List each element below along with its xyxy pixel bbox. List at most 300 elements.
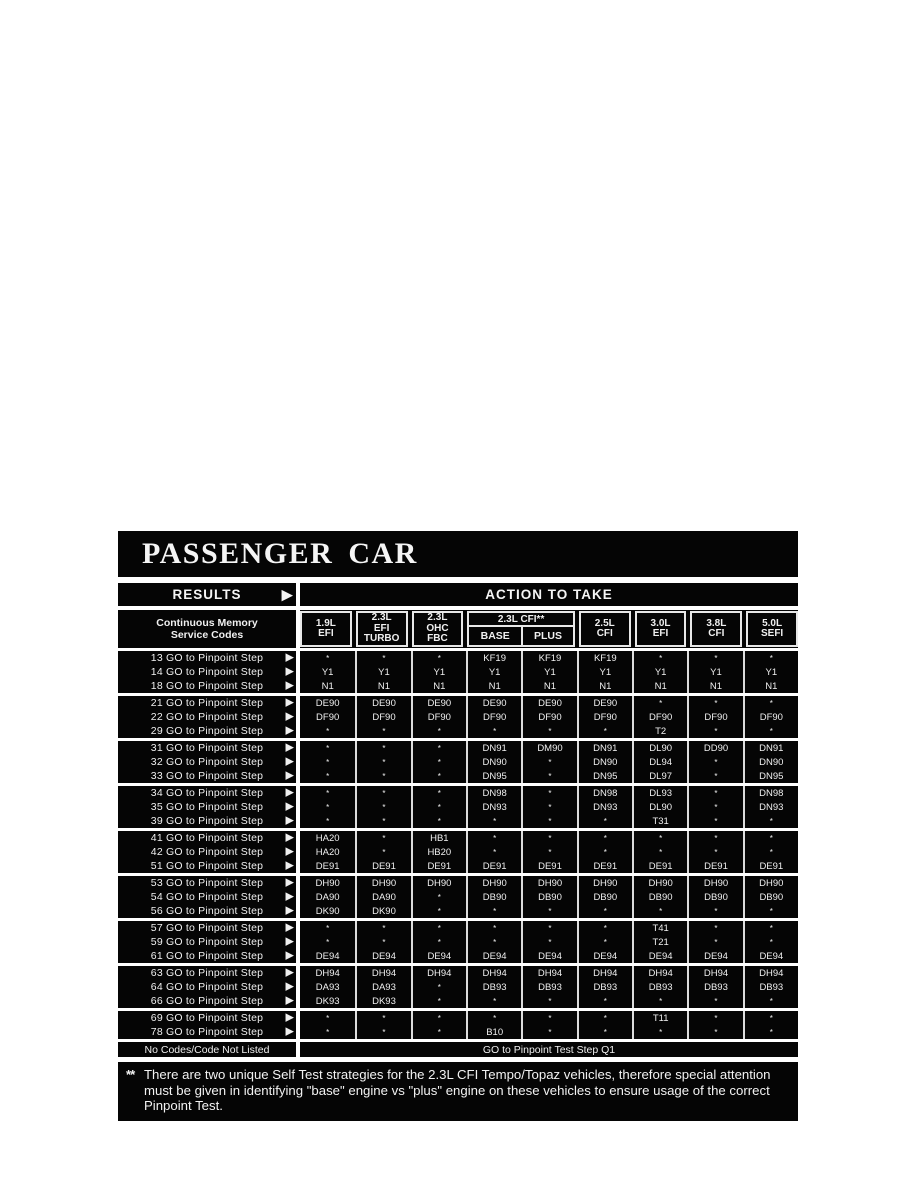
arrow-right-icon: ▶ — [285, 665, 294, 678]
action-cell: DH94 — [743, 966, 798, 980]
action-cell: DH94 — [521, 966, 576, 980]
row-label-text: 33 GO to Pinpoint Step — [150, 770, 264, 782]
arrow-right-icon: ▶ — [285, 1011, 294, 1024]
arrow-right-icon: ▶ — [285, 876, 294, 889]
action-cell: DD90 — [687, 741, 742, 755]
action-cell: * — [687, 755, 742, 769]
arrow-right-icon: ▶ — [285, 921, 294, 934]
row-label-text: 14 GO to Pinpoint Step — [150, 666, 264, 678]
action-cell: * — [355, 769, 410, 783]
table-row — [118, 890, 798, 904]
action-cell: DB93 — [632, 980, 687, 994]
action-cell: DH94 — [411, 966, 466, 980]
action-cell: * — [632, 1025, 687, 1039]
action-cell: DA90 — [355, 890, 410, 904]
action-cell: DH94 — [687, 966, 742, 980]
action-cell: DM90 — [521, 741, 576, 755]
action-cell: * — [300, 724, 355, 738]
row-label-text: 18 GO to Pinpoint Step — [150, 680, 264, 692]
table-row — [118, 935, 798, 949]
action-cell: * — [743, 1011, 798, 1025]
column-header-cfi-plus: PLUS — [521, 627, 573, 645]
action-cell: * — [355, 935, 410, 949]
action-cell: DE94 — [521, 949, 576, 963]
action-cell: B10 — [466, 1025, 521, 1039]
action-cell: * — [687, 724, 742, 738]
row-label — [118, 921, 296, 935]
table-row — [118, 994, 798, 1008]
table-row — [118, 859, 798, 873]
row-label — [118, 1025, 296, 1039]
action-cell: * — [466, 921, 521, 935]
action-cell: DH94 — [300, 966, 355, 980]
action-cell: * — [577, 831, 632, 845]
action-cell: * — [687, 800, 742, 814]
action-cell: DL93 — [632, 786, 687, 800]
row-label-text: 51 GO to Pinpoint Step — [150, 860, 264, 872]
row-label-text: 69 GO to Pinpoint Step — [150, 1012, 264, 1024]
row-label — [118, 769, 296, 783]
action-cell: DE90 — [521, 696, 576, 710]
action-cell: DE90 — [411, 696, 466, 710]
column-header-row — [118, 610, 798, 648]
action-cell: DB93 — [466, 980, 521, 994]
action-cell: DN95 — [743, 769, 798, 783]
action-cell: DB90 — [687, 890, 742, 904]
action-cell: Y1 — [687, 665, 742, 679]
arrow-right-icon: ▶ — [285, 1025, 294, 1038]
action-cell: DH90 — [743, 876, 798, 890]
action-cell: * — [466, 994, 521, 1008]
action-cell: DE94 — [632, 949, 687, 963]
action-cell: * — [687, 814, 742, 828]
title-bar — [118, 531, 798, 577]
action-cell: DF90 — [577, 710, 632, 724]
row-label — [118, 859, 296, 873]
action-cell: * — [521, 755, 576, 769]
row-label-text: 54 GO to Pinpoint Step — [150, 891, 264, 903]
column-header-23l-ohc-fbc: 2.3L OHC FBC — [412, 611, 464, 647]
arrow-right-icon: ▶ — [285, 679, 294, 692]
table-row — [118, 696, 798, 710]
action-cell: DK90 — [300, 904, 355, 918]
row-label-text: 35 GO to Pinpoint Step — [150, 801, 264, 813]
row-label-text: 61 GO to Pinpoint Step — [150, 950, 264, 962]
codes-header-line1: Continuous Memory — [156, 617, 258, 629]
row-label-text: 63 GO to Pinpoint Step — [150, 967, 264, 979]
action-cell: DE91 — [521, 859, 576, 873]
table-row — [118, 921, 798, 935]
action-cell: * — [355, 1025, 410, 1039]
action-cell: DN98 — [743, 786, 798, 800]
action-cell: N1 — [577, 679, 632, 693]
row-label-text: 22 GO to Pinpoint Step — [150, 711, 264, 723]
action-cell: DE94 — [687, 949, 742, 963]
action-cell: * — [355, 786, 410, 800]
action-cell: * — [466, 1011, 521, 1025]
action-cell: * — [632, 831, 687, 845]
row-label — [118, 696, 296, 710]
action-cell: * — [687, 1025, 742, 1039]
action-cell: DH90 — [521, 876, 576, 890]
row-label — [118, 800, 296, 814]
action-cell: * — [577, 845, 632, 859]
row-label-text: 41 GO to Pinpoint Step — [150, 832, 264, 844]
action-cell: * — [300, 814, 355, 828]
action-cell: * — [466, 831, 521, 845]
action-cell: * — [521, 921, 576, 935]
action-cell: HA20 — [300, 831, 355, 845]
table-row — [118, 814, 798, 828]
column-header-30l-efi: 3.0L EFI — [635, 611, 687, 647]
column-header-50l-sefi: 5.0L SEFI — [746, 611, 798, 647]
action-cell: DE90 — [300, 696, 355, 710]
action-cell: * — [466, 814, 521, 828]
action-cell: DE91 — [577, 859, 632, 873]
action-cell: * — [411, 724, 466, 738]
action-cell: DF90 — [355, 710, 410, 724]
action-cell: * — [521, 786, 576, 800]
action-cell: Y1 — [632, 665, 687, 679]
table-row — [118, 1025, 798, 1039]
action-cell: * — [521, 1025, 576, 1039]
action-cell: DL90 — [632, 800, 687, 814]
action-cell: DF90 — [521, 710, 576, 724]
action-cell: DH90 — [411, 876, 466, 890]
action-cell: DE91 — [687, 859, 742, 873]
action-cell: DE94 — [355, 949, 410, 963]
action-cell: KF19 — [577, 651, 632, 665]
action-cell: DH90 — [577, 876, 632, 890]
action-cell: DN91 — [743, 741, 798, 755]
diagnostic-code-table — [118, 531, 798, 1121]
arrow-right-icon: ▶ — [285, 724, 294, 737]
action-cell: * — [521, 845, 576, 859]
column-header-19l-efi: 1.9L EFI — [300, 611, 352, 647]
action-cell: T11 — [632, 1011, 687, 1025]
action-cell: N1 — [466, 679, 521, 693]
action-cell: DN98 — [577, 786, 632, 800]
action-cell: * — [687, 831, 742, 845]
action-cell: * — [355, 845, 410, 859]
results-action-header-row — [118, 583, 798, 606]
action-cell: * — [355, 831, 410, 845]
table-row — [118, 949, 798, 963]
table-row — [118, 741, 798, 755]
arrow-right-icon: ▶ — [285, 651, 294, 664]
action-cell: DN98 — [466, 786, 521, 800]
action-cell: * — [577, 1011, 632, 1025]
action-cell: DB93 — [743, 980, 798, 994]
table-row — [118, 665, 798, 679]
row-label-text: 21 GO to Pinpoint Step — [150, 697, 264, 709]
footnote-text: There are two unique Self Test strategies for the 2.3L CFI Tempo/Topaz vehicles, therefore special attention must be given in identifying "base" engine vs "plus" engine on these vehicles to ensure usage of the correct Pinpoint Test. — [144, 1067, 771, 1113]
action-cell: DK93 — [355, 994, 410, 1008]
arrow-right-icon: ▶ — [285, 859, 294, 872]
action-cell: DN93 — [466, 800, 521, 814]
action-cell: DL97 — [632, 769, 687, 783]
table-row — [118, 845, 798, 859]
action-cell: Y1 — [466, 665, 521, 679]
action-cell: HB1 — [411, 831, 466, 845]
row-label — [118, 651, 296, 665]
action-cell: * — [411, 980, 466, 994]
action-cell: * — [687, 935, 742, 949]
action-cell: Y1 — [743, 665, 798, 679]
action-cell: DE91 — [466, 859, 521, 873]
row-label — [118, 904, 296, 918]
action-cell: * — [300, 769, 355, 783]
arrow-right-icon: ▶ — [285, 949, 294, 962]
action-cell: DA93 — [300, 980, 355, 994]
action-cell: DL94 — [632, 755, 687, 769]
action-cell: DE91 — [411, 859, 466, 873]
row-label — [118, 980, 296, 994]
arrow-right-icon: ▶ — [285, 904, 294, 917]
column-header-cfi-base: BASE — [480, 630, 510, 642]
page-title: PASSENGER CAR — [142, 537, 418, 570]
action-cell: DH94 — [577, 966, 632, 980]
results-header — [118, 583, 296, 606]
row-group — [118, 1011, 798, 1039]
action-cell: * — [577, 904, 632, 918]
action-cell: T41 — [632, 921, 687, 935]
action-cell: * — [300, 800, 355, 814]
arrow-right-icon: ▶ — [285, 814, 294, 827]
row-group — [118, 876, 798, 918]
action-cell: * — [577, 814, 632, 828]
action-cell: DN95 — [577, 769, 632, 783]
action-cell: * — [743, 904, 798, 918]
table-row — [118, 755, 798, 769]
cfi-subcolumns — [469, 627, 573, 645]
table-row — [118, 769, 798, 783]
arrow-right-icon: ▶ — [285, 890, 294, 903]
action-cell: * — [577, 724, 632, 738]
no-codes-row — [118, 1042, 798, 1057]
action-cell: DE94 — [466, 949, 521, 963]
arrow-right-icon: ▶ — [285, 800, 294, 813]
action-cell: * — [355, 651, 410, 665]
action-cell: DB90 — [577, 890, 632, 904]
action-cell: DK90 — [355, 904, 410, 918]
action-cell: N1 — [521, 679, 576, 693]
action-cell: * — [577, 935, 632, 949]
action-cell: * — [632, 651, 687, 665]
action-cell: DE90 — [577, 696, 632, 710]
table-row — [118, 651, 798, 665]
action-cell: DN95 — [466, 769, 521, 783]
action-cell: * — [411, 755, 466, 769]
action-cell: N1 — [632, 679, 687, 693]
row-label-text: 57 GO to Pinpoint Step — [150, 922, 264, 934]
row-label-text: 13 GO to Pinpoint Step — [150, 652, 264, 664]
action-cell: DE91 — [632, 859, 687, 873]
action-cell: DN90 — [466, 755, 521, 769]
action-cell: DE94 — [743, 949, 798, 963]
row-label — [118, 710, 296, 724]
action-cell: * — [300, 755, 355, 769]
action-cell: N1 — [300, 679, 355, 693]
action-cell: DE90 — [466, 696, 521, 710]
action-cell: * — [521, 1011, 576, 1025]
table-row — [118, 786, 798, 800]
table-row — [118, 876, 798, 890]
action-cell: * — [743, 845, 798, 859]
engine-column-headers — [300, 610, 798, 648]
action-cell: T21 — [632, 935, 687, 949]
arrow-right-icon: ▶ — [285, 696, 294, 709]
action-cell: * — [687, 1011, 742, 1025]
action-cell: * — [521, 814, 576, 828]
action-cell: * — [300, 786, 355, 800]
action-cell: * — [300, 921, 355, 935]
action-cell: DF90 — [466, 710, 521, 724]
action-cell: * — [300, 651, 355, 665]
action-cell: KF19 — [521, 651, 576, 665]
action-cell: N1 — [687, 679, 742, 693]
row-label-text: 59 GO to Pinpoint Step — [150, 936, 264, 948]
action-cell: HA20 — [300, 845, 355, 859]
action-cell: DH94 — [355, 966, 410, 980]
action-cell: * — [411, 890, 466, 904]
row-label — [118, 679, 296, 693]
action-cell: * — [521, 724, 576, 738]
footnote — [118, 1062, 798, 1121]
action-cell: * — [411, 651, 466, 665]
row-label-text: 78 GO to Pinpoint Step — [150, 1026, 264, 1038]
action-cell: * — [632, 994, 687, 1008]
action-cell: * — [521, 935, 576, 949]
action-cell: * — [355, 1011, 410, 1025]
action-cell: * — [355, 921, 410, 935]
row-label — [118, 831, 296, 845]
action-cell: DB90 — [632, 890, 687, 904]
row-group — [118, 696, 798, 738]
action-cell: * — [743, 994, 798, 1008]
action-cell: DE91 — [355, 859, 410, 873]
row-label — [118, 814, 296, 828]
action-cell: * — [466, 935, 521, 949]
action-cell: DN91 — [577, 741, 632, 755]
action-cell: Y1 — [300, 665, 355, 679]
action-cell: * — [743, 831, 798, 845]
arrow-right-icon: ▶ — [285, 755, 294, 768]
action-cell: * — [687, 769, 742, 783]
arrow-right-icon: ▶ — [281, 586, 293, 603]
action-cell: DF90 — [743, 710, 798, 724]
action-cell: Y1 — [577, 665, 632, 679]
action-cell: HB20 — [411, 845, 466, 859]
action-cell: N1 — [743, 679, 798, 693]
row-label-text: 53 GO to Pinpoint Step — [150, 877, 264, 889]
row-label — [118, 966, 296, 980]
action-cell: * — [521, 831, 576, 845]
action-cell: N1 — [411, 679, 466, 693]
action-cell: DL90 — [632, 741, 687, 755]
action-cell: * — [743, 921, 798, 935]
action-cell: * — [411, 935, 466, 949]
action-cell: * — [743, 814, 798, 828]
action-cell: KF19 — [466, 651, 521, 665]
action-cell: DB93 — [577, 980, 632, 994]
action-cell: * — [743, 651, 798, 665]
arrow-right-icon: ▶ — [285, 831, 294, 844]
row-label — [118, 890, 296, 904]
row-group — [118, 651, 798, 693]
action-cell: * — [411, 921, 466, 935]
row-group — [118, 921, 798, 963]
row-label-text: 56 GO to Pinpoint Step — [150, 905, 264, 917]
table-row — [118, 800, 798, 814]
arrow-right-icon: ▶ — [285, 786, 294, 799]
table-row — [118, 679, 798, 693]
codes-header-line2: Service Codes — [170, 629, 244, 641]
row-label — [118, 876, 296, 890]
column-header-38l-cfi: 3.8L CFI — [690, 611, 742, 647]
action-cell: * — [411, 741, 466, 755]
action-cell: * — [577, 921, 632, 935]
row-group — [118, 831, 798, 873]
action-cell: * — [411, 1025, 466, 1039]
footnote-asterisks: ** — [126, 1067, 135, 1082]
action-cell: * — [411, 800, 466, 814]
action-cell: DH90 — [466, 876, 521, 890]
action-cell: DE94 — [411, 949, 466, 963]
action-cell: Y1 — [411, 665, 466, 679]
table-row — [118, 1011, 798, 1025]
arrow-right-icon: ▶ — [285, 845, 294, 858]
row-group — [118, 741, 798, 783]
action-cell: DE91 — [300, 859, 355, 873]
action-cell: * — [411, 994, 466, 1008]
row-label-text: 29 GO to Pinpoint Step — [150, 725, 264, 737]
table-row — [118, 724, 798, 738]
action-cell: * — [521, 800, 576, 814]
action-cell: * — [687, 921, 742, 935]
action-cell: * — [687, 845, 742, 859]
row-group — [118, 966, 798, 1008]
action-cell: DH94 — [466, 966, 521, 980]
action-cell: * — [355, 724, 410, 738]
action-cell: * — [687, 786, 742, 800]
action-cell: DB93 — [687, 980, 742, 994]
action-cell: DN93 — [577, 800, 632, 814]
column-header-25l-cfi: 2.5L CFI — [579, 611, 631, 647]
action-cell: * — [355, 800, 410, 814]
row-label-text: 64 GO to Pinpoint Step — [150, 981, 264, 993]
action-cell: DH90 — [355, 876, 410, 890]
action-cell: DE91 — [743, 859, 798, 873]
table-row — [118, 966, 798, 980]
table-body — [118, 651, 798, 1039]
action-cell: * — [300, 1011, 355, 1025]
row-label-text: 39 GO to Pinpoint Step — [150, 815, 264, 827]
action-cell: DH90 — [687, 876, 742, 890]
action-cell: DF90 — [300, 710, 355, 724]
row-label-text: 34 GO to Pinpoint Step — [150, 787, 264, 799]
action-cell: DE94 — [577, 949, 632, 963]
action-cell: DN90 — [577, 755, 632, 769]
action-cell: DN91 — [466, 741, 521, 755]
action-cell: * — [411, 769, 466, 783]
row-label — [118, 1011, 296, 1025]
action-cell: DN90 — [743, 755, 798, 769]
action-cell: * — [466, 724, 521, 738]
action-cell: * — [466, 845, 521, 859]
action-cell: DB90 — [743, 890, 798, 904]
action-cell: DA90 — [300, 890, 355, 904]
